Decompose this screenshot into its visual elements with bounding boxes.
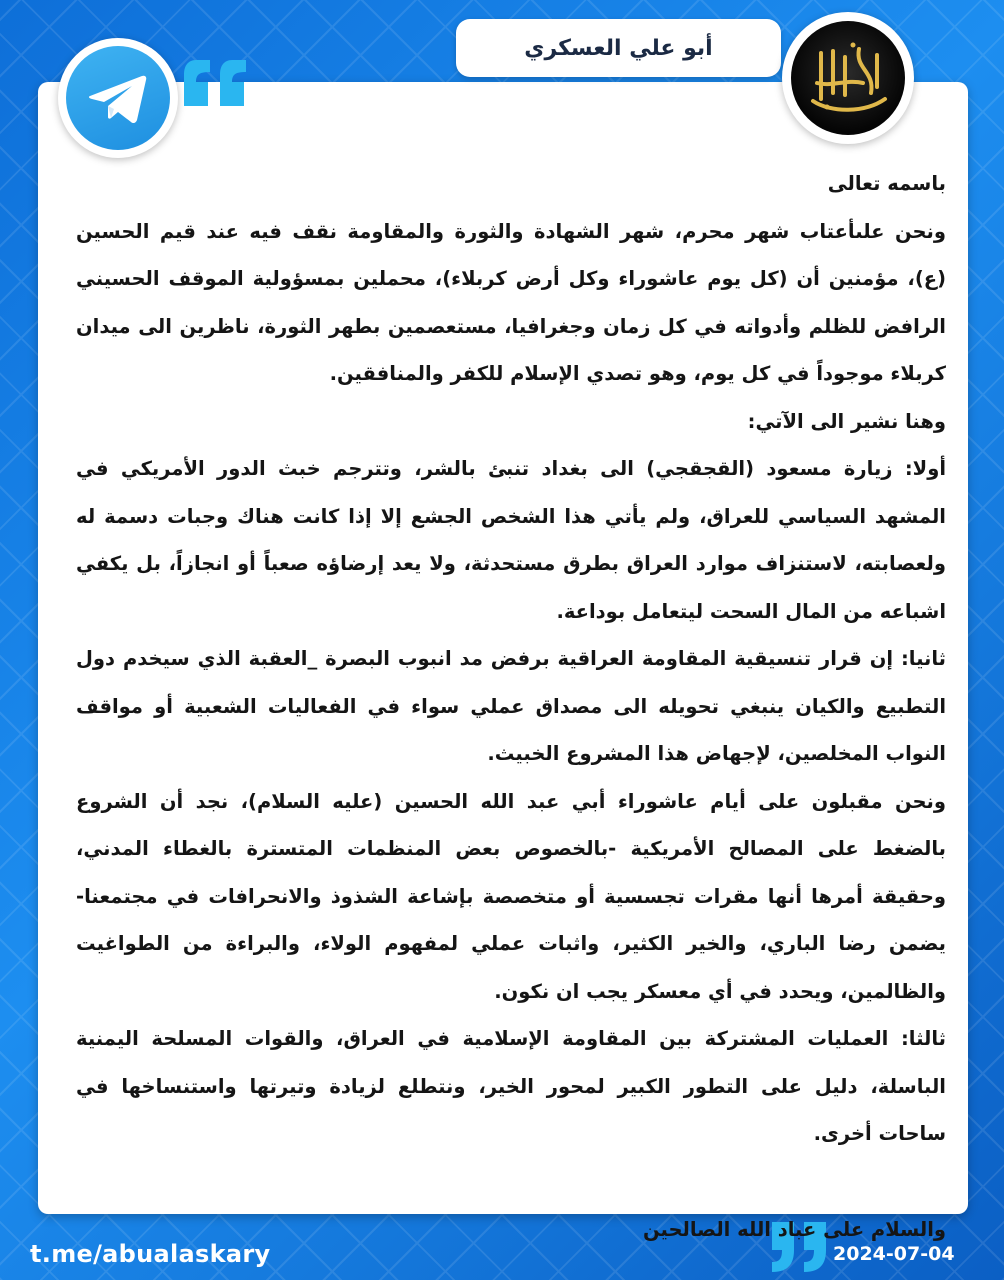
paragraph-spacer <box>76 1158 946 1206</box>
statement-text <box>76 160 946 1253</box>
point-one-paragraph: أولا: زيارة مسعود (القجقجي) الى بغداد تنبئ بالشر، وتترجم خبث الدور الأمريكي في المشهد السياسي للعراق، ولم يأتي هذا الشخص الجشع إلا إذا كانت هناك وجبات دسمة له ولعصابته، لاستنزاف موارد العراق بطرق مستحدثة، ولا يعد إرضاؤه صعباً أو انجازاً، بل يكفي اشباعه من المال السحت ليتعامل بوداعة. <box>76 457 946 623</box>
author-name: أبو علي العسكري <box>524 35 713 61</box>
post-date: 2024-07-04 <box>833 1243 955 1265</box>
author-title-box <box>456 19 781 77</box>
intro-paragraph: ونحن علىأعتاب شهر محرم، شهر الشهادة والثورة والمقاومة نقف فيه عند قيم الحسين (ع)، مؤمنين أن (كل يوم عاشوراء وكل أرض كربلاء)، محملين بمسؤولية الموقف الحسيني الرافض للظلم وأدواته في كل زمان وجغرافيا، مستعصمين بطهر الثورة، ناظرين الى ميدان كربلاء موجوداً في كل يوم، وهو تصدي الإسلام للكفر والمنافقين. <box>76 219 946 385</box>
ashura-paragraph: ونحن مقبلون على أيام عاشوراء أبي عبد الله الحسين (عليه السلام)، نجد أن الشروع بالضغط على المصالح الأمريكية -بالخصوص بعض المنظمات المتسترة بالغطاء المدني، وحقيقة أمرها أنها مقرات تجسسية أو متخصصة بإشاعة الشذوذ والانحرافات في مجتمعنا-يضمن رضا الباري، والخير الكثير، واثبات عملي لمفهوم الولاء، والبراءة من الطواغيت والظالمين، ويحدد في أي معسكر يجب ان نكون. <box>76 789 946 1003</box>
point-three-paragraph: ثالثا: العمليات المشتركة بين المقاومة الإسلامية في العراق، والقوات المسلحة اليمنية الباسلة، دليل على التطور الكبير لمحور الخير، ونتطلع لزيادة وتيرتها واستنساخها في ساحات أخرى. <box>76 1027 946 1145</box>
point-two-paragraph: ثانيا: إن قرار تنسيقية المقاومة العراقية برفض مد انبوب البصرة _العقبة الذي سيخدم دول التطبيع والكيان ينبغي تحويله الى مصداق عملي سواء في الفعاليات الشعبية أو مواقف النواب المخلصين، لإجهاض هذا المشروع الخبيث. <box>76 647 946 765</box>
closing-line: والسلام على عباد الله الصالحين <box>642 1217 946 1241</box>
greeting-line: باسمه تعالى <box>827 172 946 195</box>
open-quote-icon <box>182 60 248 108</box>
calligraphy-allahu-akbar-icon <box>791 21 905 135</box>
telegram-icon <box>66 46 170 150</box>
author-badge <box>782 12 914 144</box>
points-heading: وهنا نشير الى الآتي: <box>747 409 946 433</box>
channel-link[interactable]: t.me/abualaskary <box>30 1240 271 1268</box>
telegram-logo <box>58 38 178 158</box>
